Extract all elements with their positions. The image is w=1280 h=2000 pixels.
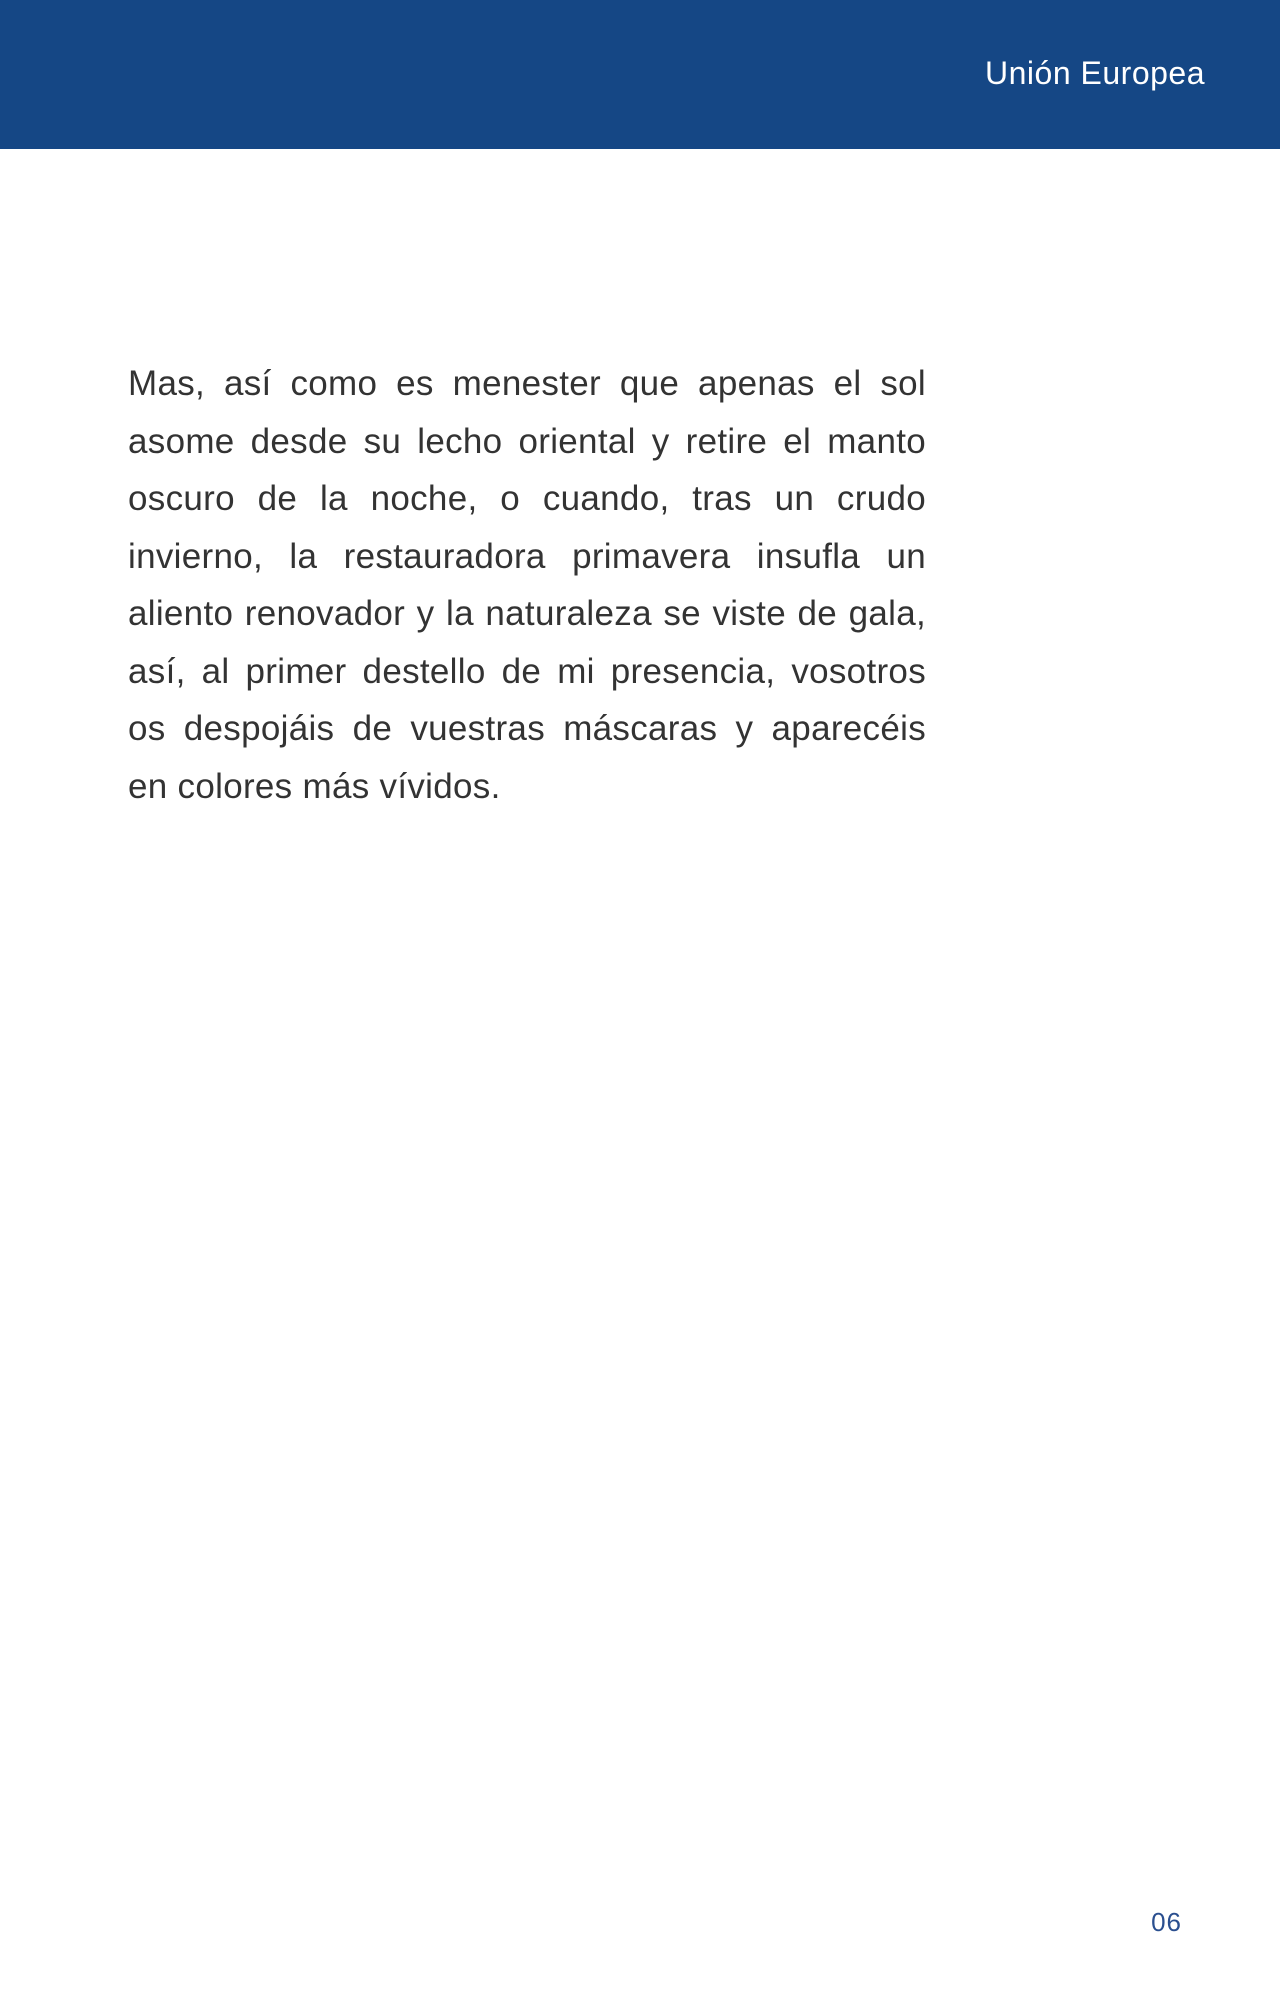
body-paragraph: Mas, así como es menester que apenas el sol asome desde su lecho oriental y retire el manto oscuro de la noche, o cuando, tras un crudo invierno, la restauradora primavera insufla un aliento renovador y la naturaleza se viste de gala, así, al primer destello de mi presencia, vosotros os despojáis de vuestras máscaras y aparecéis en colores más vívidos. [128, 364, 926, 806]
header-title: Unión Europea [985, 55, 1205, 91]
page-number: 06 [1151, 1907, 1182, 1937]
header-band [0, 0, 1280, 149]
